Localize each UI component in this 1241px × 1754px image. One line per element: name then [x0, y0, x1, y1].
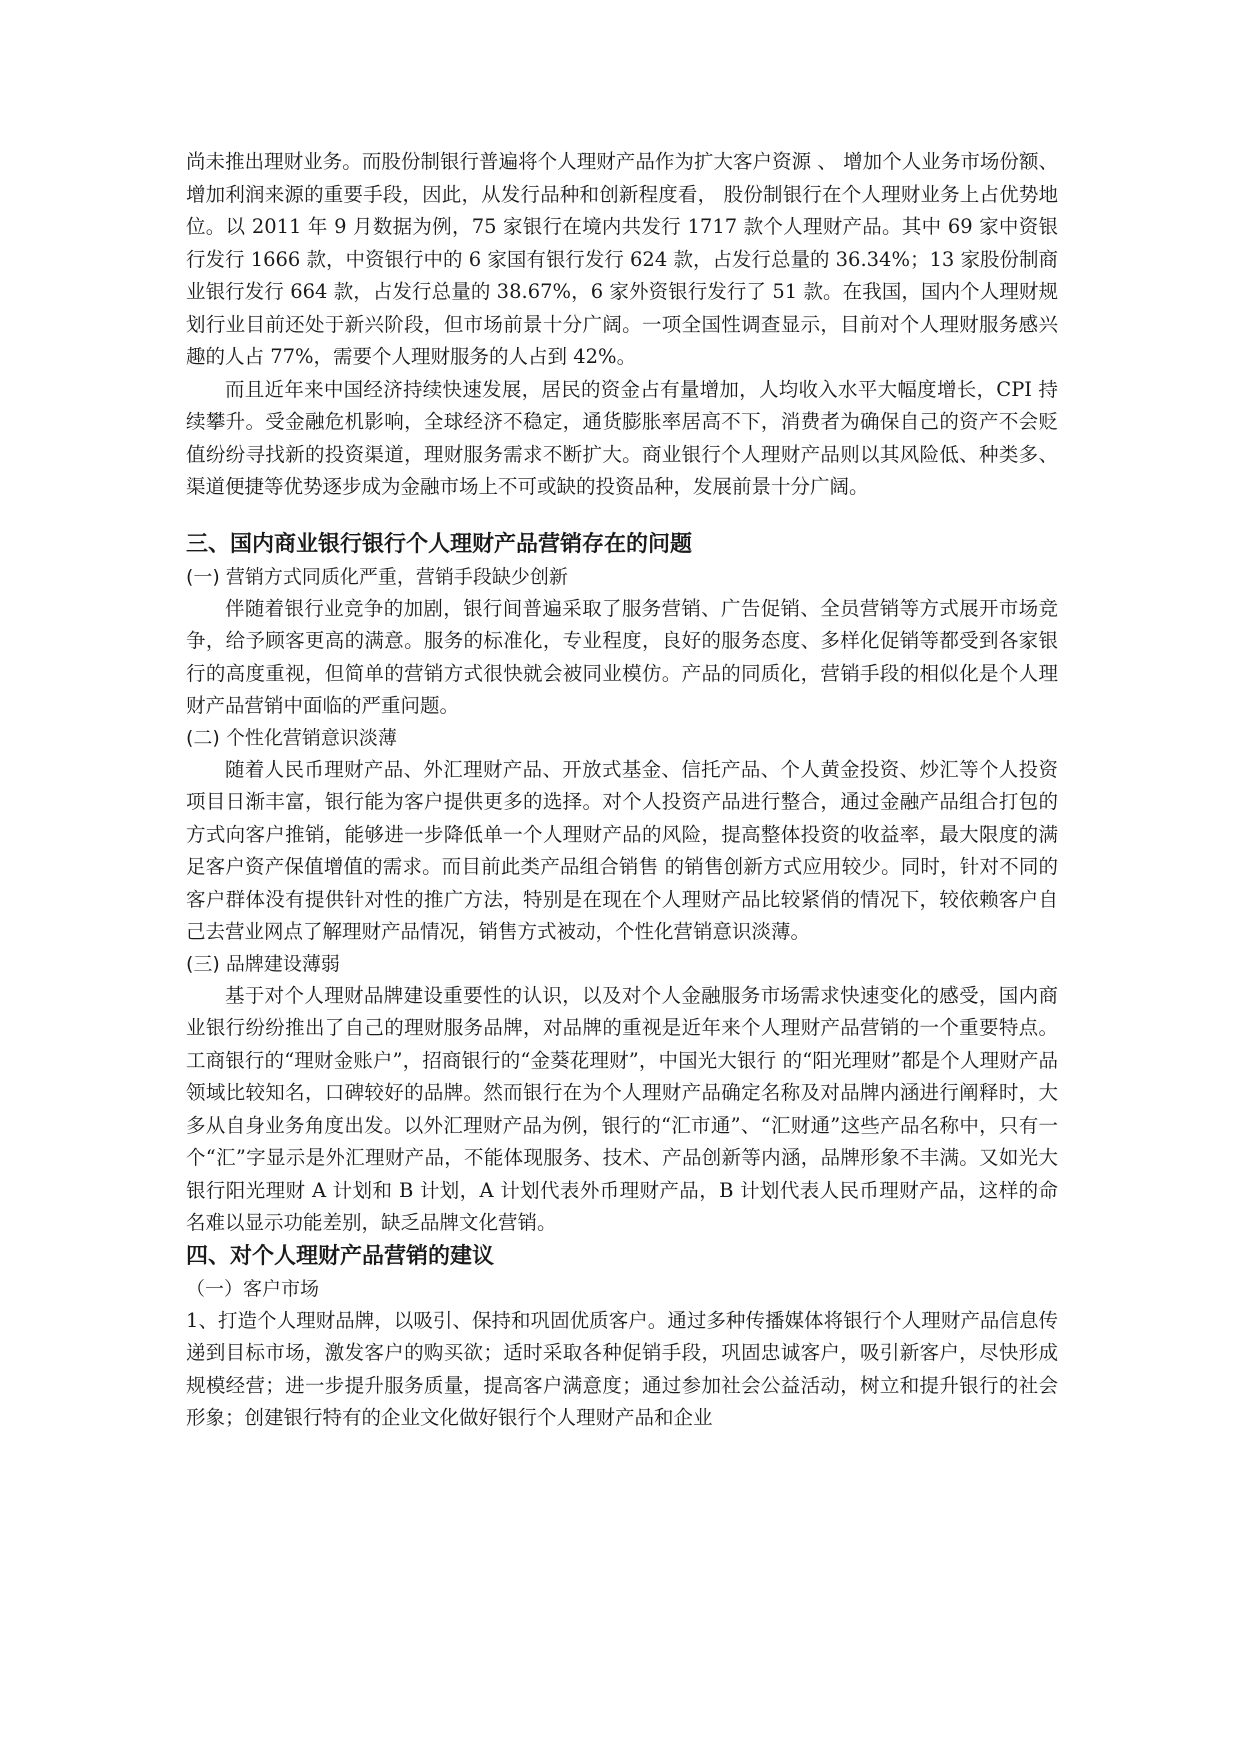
paragraph-economic-background: 而且近年来中国经济持续快速发展，居民的资金占有量增加，人均收入水平大幅度增长，CPI 持续攀升。受金融危机影响，全球经济不稳定，通货膨胀率居高不下，消费者为确保自己的资产不会贬值纷纷寻找新的投资渠道，理财服务需求不断扩大。商业银行个人理财产品则以其风险低、种类多、渠道便捷等优势逐步成为金融市场上不可或缺的投资品种，发展前景十分广阔。 — [186, 377, 1058, 498]
section-4-subheading-1: （一）客户市场 — [186, 1277, 320, 1300]
section-3-heading: 三、国内商业银行银行个人理财产品营销存在的问题 — [186, 531, 693, 557]
section-3-paragraph-1: 伴随着银行业竞争的加剧，银行间普遍采取了服务营销、广告促销、全员营销等方式展开市场竞争，给予顾客更高的满意。服务的标准化，专业程度，良好的服务态度、多样化促销等都受到各家银行的高度重视，但简单的营销方式很快就会被同业模仿。产品的同质化，营销手段的相似化是个人理财产品营销中面临的严重问题。 — [186, 596, 1058, 717]
section-4-paragraph-1: 1、打造个人理财品牌，以吸引、保持和巩固优质客户。通过多种传播媒体将银行个人理财产品信息传递到目标市场，激发客户的购买欲；适时采取各种促销手段，巩固忠诚客户，吸引新客户，尽快形成规模经营；进一步提升服务质量，提高客户满意度；通过参加社会公益活动，树立和提升银行的社会形象；创建银行特有的企业文化做好银行个人理财产品和企业 — [186, 1308, 1058, 1429]
section-3-subheading-2: (二) 个性化营销意识淡薄 — [186, 726, 397, 749]
section-3-subheading-1: (一) 营销方式同质化严重，营销手段缺少创新 — [186, 565, 568, 588]
section-3-subheading-3: (三) 品牌建设薄弱 — [186, 952, 340, 975]
section-4-heading: 四、对个人理财产品营销的建议 — [186, 1243, 495, 1269]
paragraph-market-overview: 尚未推出理财业务。而股份制银行普遍将个人理财产品作为扩大客户资源 、 增加个人业务市场份额、增加利润来源的重要手段，因此，从发行品种和创新程度看， 股份制银行在个人理财业务上占优势地位。以 2011 年 9 月数据为例，75 家银行在境内共发行 1717 款个人理财产品。其中 69 家中资银行发行 1666 款，中资银行中的 6 家国有银行发行 624 款，占发行总量的 36.34%；13 家股份制商业银行发行 664 款，占发行总量的 38.67%，6 家外资银行发行了 51 款。在我国，国内个人理财规划行业目前还处于新兴阶段，但市场前景十分广阔。一项全国性调查显示，目前对个人理财服务感兴趣的人占 77%，需要个人理财服务的人占到 42%。 — [186, 150, 1059, 368]
document-page — [186, 146, 1058, 1435]
section-3-paragraph-3: 基于对个人理财品牌建设重要性的认识，以及对个人金融服务市场需求快速变化的感受，国内商业银行纷纷推出了自己的理财服务品牌，对品牌的重视是近年来个人理财产品营销的一个重要特点。工商银行的“理财金账户”，招商银行的“金葵花理财”，中国光大银行 的“阳光理财”都是个人理财产品领域比较知名，口碑较好的品牌。然而银行在为个人理财产品确定名称及对品牌内涵进行阐释时，大多从自身业务角度出发。以外汇理财产品为例，银行的“汇市通”、“汇财通”这些产品名称中，只有一个“汇”字显示是外汇理财产品，不能体现服务、技术、产品创新等内涵，品牌形象不丰满。又如光大银行阳光理财 A 计划和 B 计划，A 计划代表外币理财产品，B 计划代表人民币理财产品，这样的命名难以显示功能差别，缺乏品牌文化营销。 — [186, 983, 1058, 1234]
section-3-paragraph-2: 随着人民币理财产品、外汇理财产品、开放式基金、信托产品、个人黄金投资、炒汇等个人投资项目日渐丰富，银行能为客户提供更多的选择。对个人投资产品进行整合，通过金融产品组合打包的方式向客户推销，能够进一步降低单一个人理财产品的风险，提高整体投资的收益率，最大限度的满足客户资产保值增值的需求。而目前此类产品组合销售 的销售创新方式应用较少。同时，针对不同的客户群体没有提供针对性的推广方法，特别是在现在个人理财产品比较紧俏的情况下，较依赖客户自己去营业网点了解理财产品情况，销售方式被动，个性化营销意识淡薄。 — [186, 757, 1058, 943]
